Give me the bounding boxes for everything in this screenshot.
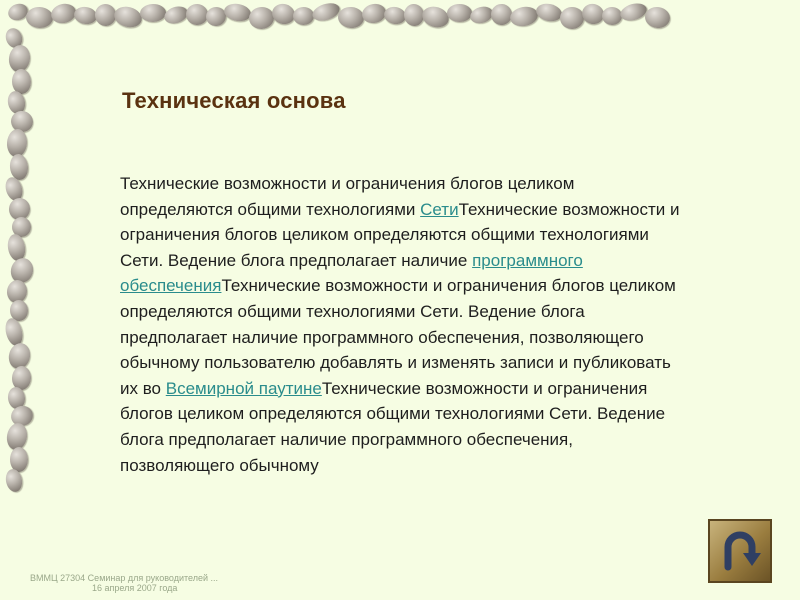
pebble: [310, 0, 342, 24]
pebble: [223, 2, 253, 23]
pebble: [602, 7, 622, 25]
body-text-segment: Технические возможности и ограничения блогов целиком определяются общими технологиями Сети. Ведение блога предполагает наличие программного обеспечения, позволяющего обычному пользователю добавлять и изменять записи и публиковать их во: [120, 276, 676, 398]
pebble: [293, 7, 314, 25]
inline-link[interactable]: Сети: [420, 199, 459, 219]
pebble: [248, 6, 275, 31]
pebble: [644, 6, 671, 30]
pebble: [618, 1, 648, 24]
footer-line-1: ВММЦ 27304 Семинар для руководителей ...: [30, 573, 218, 583]
footer-line-2: 16 апреля 2007 года: [92, 583, 178, 593]
pebble: [420, 3, 452, 30]
pebble: [337, 6, 365, 29]
pebble: [508, 5, 539, 29]
pebble: [559, 6, 585, 30]
u-turn-arrow-icon: [710, 521, 770, 581]
slide-title: Техническая основа: [122, 88, 346, 113]
pebble: [112, 4, 144, 31]
pebble: [25, 6, 53, 28]
slide-body-text: [120, 171, 680, 600]
pebble: [140, 4, 167, 23]
body-text-segment: Технические возможности и ограничения блогов целиком определяются общими технологиями: [120, 174, 575, 219]
pebble: [447, 4, 472, 22]
inline-link[interactable]: программного обеспечения: [120, 250, 583, 296]
pebble: [535, 1, 564, 23]
body-text-segment: Технические возможности и ограничения блогов целиком определяются общими технологиями Сети. Ведение блога предполагает наличие программного обеспечения, позволяющего обычному: [120, 378, 666, 475]
inline-link[interactable]: Всемирной паутине: [165, 378, 322, 398]
body-text-segment: Технические возможности и ограничения блогов целиком определяются общими технологиями Сети. Ведение блога предполагает наличие: [120, 199, 680, 270]
return-button[interactable]: [708, 519, 772, 583]
slide-footer: [30, 573, 218, 593]
